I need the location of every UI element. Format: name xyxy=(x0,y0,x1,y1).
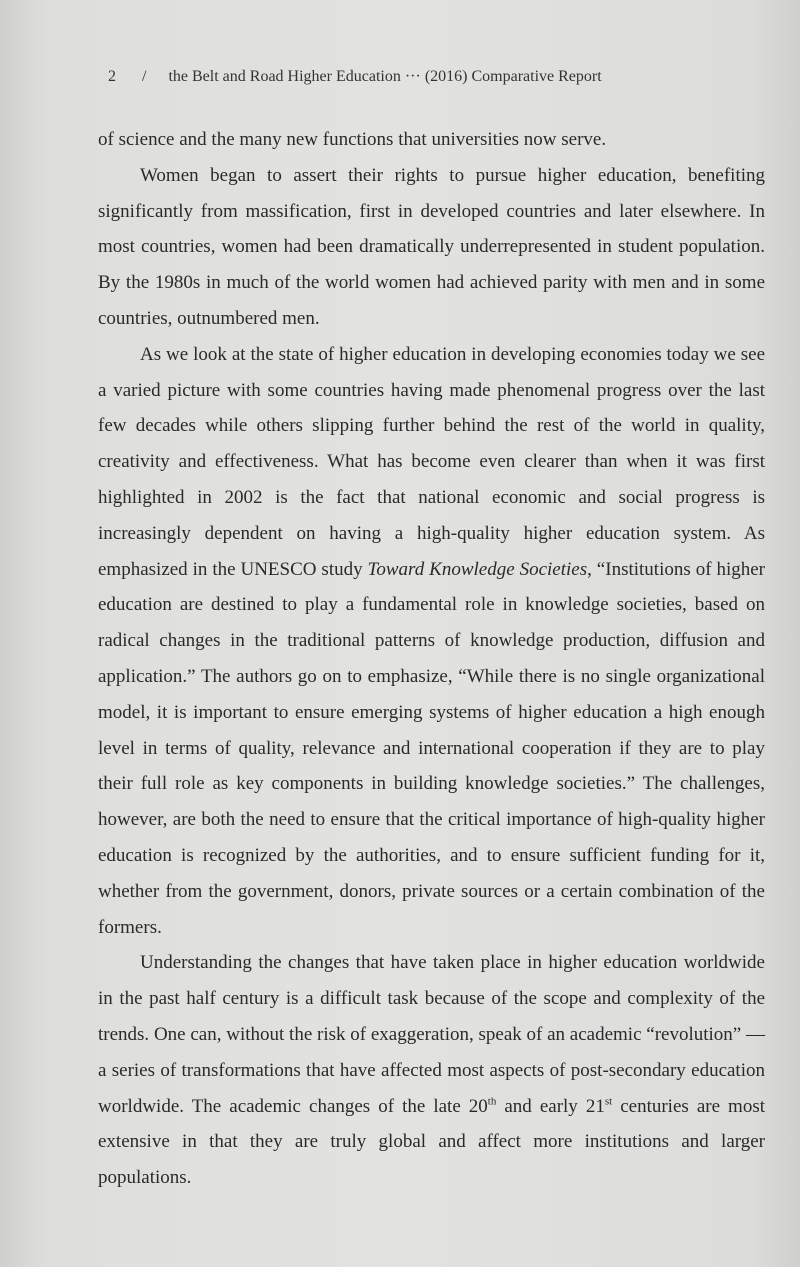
header-separator: / xyxy=(142,68,147,85)
paragraph-developing-economies xyxy=(98,337,765,946)
superscript-st: st xyxy=(604,1095,613,1108)
running-title: the Belt and Road Higher Education ··· (2016) Comparative Report xyxy=(168,68,602,85)
book-title-italic: Toward Knowledge Societies xyxy=(367,558,588,580)
paragraph-women: Women began to assert their rights to pursue higher education, benefiting significantly from massification, first in developed countries and later elsewhere. In most countries, women had been dramatically underrepresented in student population. By the 1980s in much of the world women had achieved parity with men and in some countries, outnumbered men. xyxy=(98,164,765,329)
page-number: 2 xyxy=(108,68,116,85)
body-text xyxy=(98,122,765,1196)
paragraph-text: and early 21 xyxy=(496,1095,605,1117)
superscript-th: th xyxy=(487,1095,497,1108)
paragraph-academic-revolution xyxy=(98,945,765,1196)
running-header xyxy=(108,68,670,86)
paragraph-text: centuries are most extensive in that they are truly global and affect more institutions and larger populations. xyxy=(98,1095,765,1189)
paragraph-text: Understanding the changes that have taken place in higher education worldwide in the past half century is a difficult task because of the scope and complexity of the trends. One can, without the risk of exaggeration, speak of an academic “revolution” —a series of transformations that have affected most aspects of post-secondary education worldwide. The academic changes of the late 20 xyxy=(98,952,765,1117)
paragraph-continuation: of science and the many new functions that universities now serve. xyxy=(98,129,607,150)
paragraph-text: As we look at the state of higher education in developing economies today we see a varied picture with some countries having made phenomenal progress over the last few decades while others slipping further behind the rest of the world in quality, creativity and effectiveness. What has become even clearer than when it was first highlighted in 2002 is the fact that national economic and social progress is increasingly dependent on having a high-quality higher education system. As emphasized in the UNESCO study xyxy=(98,343,765,580)
paragraph-text: , “Institutions of higher education are destined to play a fundamental role in knowledge societies, based on radical changes in the traditional patterns of knowledge production, diffusion and application.” The authors go on to emphasize, “While there is no single organizational model, it is important to ensure emerging systems of higher education a high enough level in terms of quality, relevance and international cooperation if they are to play their full role as key components in building knowledge societies.” The challenges, however, are both the need to ensure that the critical importance of high-quality higher education is recognized by the authorities, and to ensure sufficient funding for it, whether from the government, donors, private sources or a certain combination of the formers. xyxy=(98,558,765,938)
